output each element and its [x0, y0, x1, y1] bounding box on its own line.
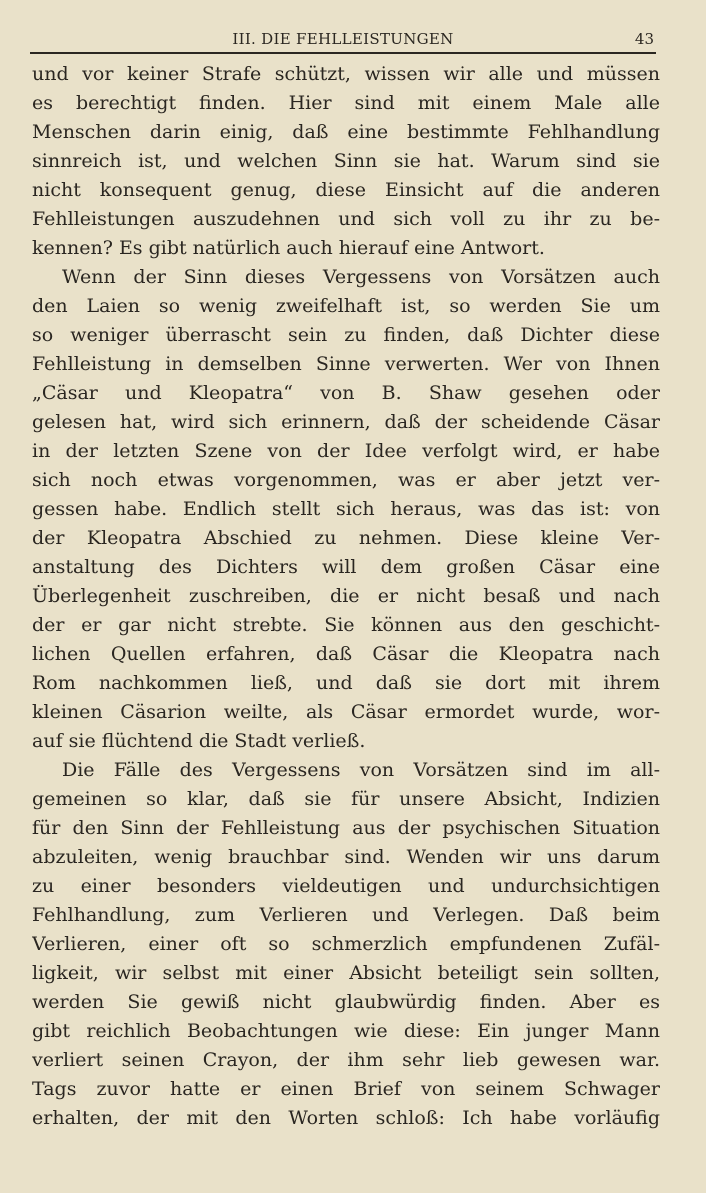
text-line: anstaltung des Dichters will dem großen Cäsar eine — [32, 556, 660, 578]
text-line: Fehlleistungen auszudehnen und sich voll zu ihr zu be- — [32, 208, 660, 230]
text-line: auf sie flüchtend die Stadt verließ. — [32, 730, 366, 752]
text-line: gibt reichlich Beobachtungen wie diese: Ein junger Mann — [32, 1020, 660, 1042]
text-line: sich noch etwas vorgenommen, was er aber jetzt ver- — [32, 469, 660, 491]
text-line: Verlieren, einer oft so schmerzlich empfundenen Zufäl- — [32, 933, 660, 955]
text-line: der Kleopatra Abschied zu nehmen. Diese kleine Ver- — [32, 527, 660, 549]
text-line: kleinen Cäsarion weilte, als Cäsar ermordet wurde, wor- — [32, 701, 660, 723]
page-number: 43 — [634, 30, 654, 48]
text-line: Tags zuvor hatte er einen Brief von seinem Schwager — [32, 1078, 660, 1100]
text-line: gemeinen so klar, daß sie für unsere Absicht, Indizien — [32, 788, 660, 810]
text-line: Die Fälle des Vergessens von Vorsätzen sind im all- — [62, 759, 660, 781]
text-line: erhalten, der mit den Worten schloß: Ich habe vorläufig — [32, 1107, 660, 1129]
running-title: III. DIE FEHLLEISTUNGEN — [232, 30, 454, 48]
text-line: es berechtigt finden. Hier sind mit einem Male alle — [32, 92, 660, 114]
text-line: Fehlleistung in demselben Sinne verwerten. Wer von Ihnen — [32, 353, 660, 375]
text-line: und vor keiner Strafe schützt, wissen wir alle und müssen — [32, 63, 660, 85]
text-line: „Cäsar und Kleopatra“ von B. Shaw gesehen oder — [32, 382, 660, 404]
text-line: kennen? Es gibt natürlich auch hierauf eine Antwort. — [32, 237, 545, 259]
text-line: Wenn der Sinn dieses Vergessens von Vorsätzen auch — [62, 266, 660, 288]
text-line: so weniger überrascht sein zu finden, daß Dichter diese — [32, 324, 660, 346]
text-line: verliert seinen Crayon, der ihm sehr lieb gewesen war. — [32, 1049, 660, 1071]
text-line: sinnreich ist, und welchen Sinn sie hat. Warum sind sie — [32, 150, 660, 172]
text-line: gessen habe. Endlich stellt sich heraus, was das ist: von — [32, 498, 660, 520]
text-line: Überlegenheit zuschreiben, die er nicht besaß und nach — [32, 585, 660, 607]
text-line: in der letzten Szene von der Idee verfolgt wird, er habe — [32, 440, 660, 462]
text-line: Rom nachkommen ließ, und daß sie dort mit ihrem — [32, 672, 660, 694]
text-line: der er gar nicht strebte. Sie können aus den geschicht- — [32, 614, 660, 636]
text-line: gelesen hat, wird sich erinnern, daß der scheidende Cäsar — [32, 411, 660, 433]
text-line: lichen Quellen erfahren, daß Cäsar die Kleopatra nach — [32, 643, 660, 665]
running-header — [30, 30, 656, 54]
text-line: Menschen darin einig, daß eine bestimmte Fehlhandlung — [32, 121, 660, 143]
body-text — [32, 60, 660, 1133]
text-line: den Laien so wenig zweifelhaft ist, so werden Sie um — [32, 295, 660, 317]
text-line: zu einer besonders vieldeutigen und undurchsichtigen — [32, 875, 660, 897]
text-line: ligkeit, wir selbst mit einer Absicht beteiligt sein sollten, — [32, 962, 660, 984]
text-line: Fehlhandlung, zum Verlieren und Verlegen. Daß beim — [32, 904, 660, 926]
text-line: werden Sie gewiß nicht glaubwürdig finden. Aber es — [32, 991, 660, 1013]
text-line: abzuleiten, wenig brauchbar sind. Wenden wir uns darum — [32, 846, 660, 868]
text-line: für den Sinn der Fehlleistung aus der psychischen Situation — [32, 817, 660, 839]
text-line: nicht konsequent genug, diese Einsicht auf die anderen — [32, 179, 660, 201]
